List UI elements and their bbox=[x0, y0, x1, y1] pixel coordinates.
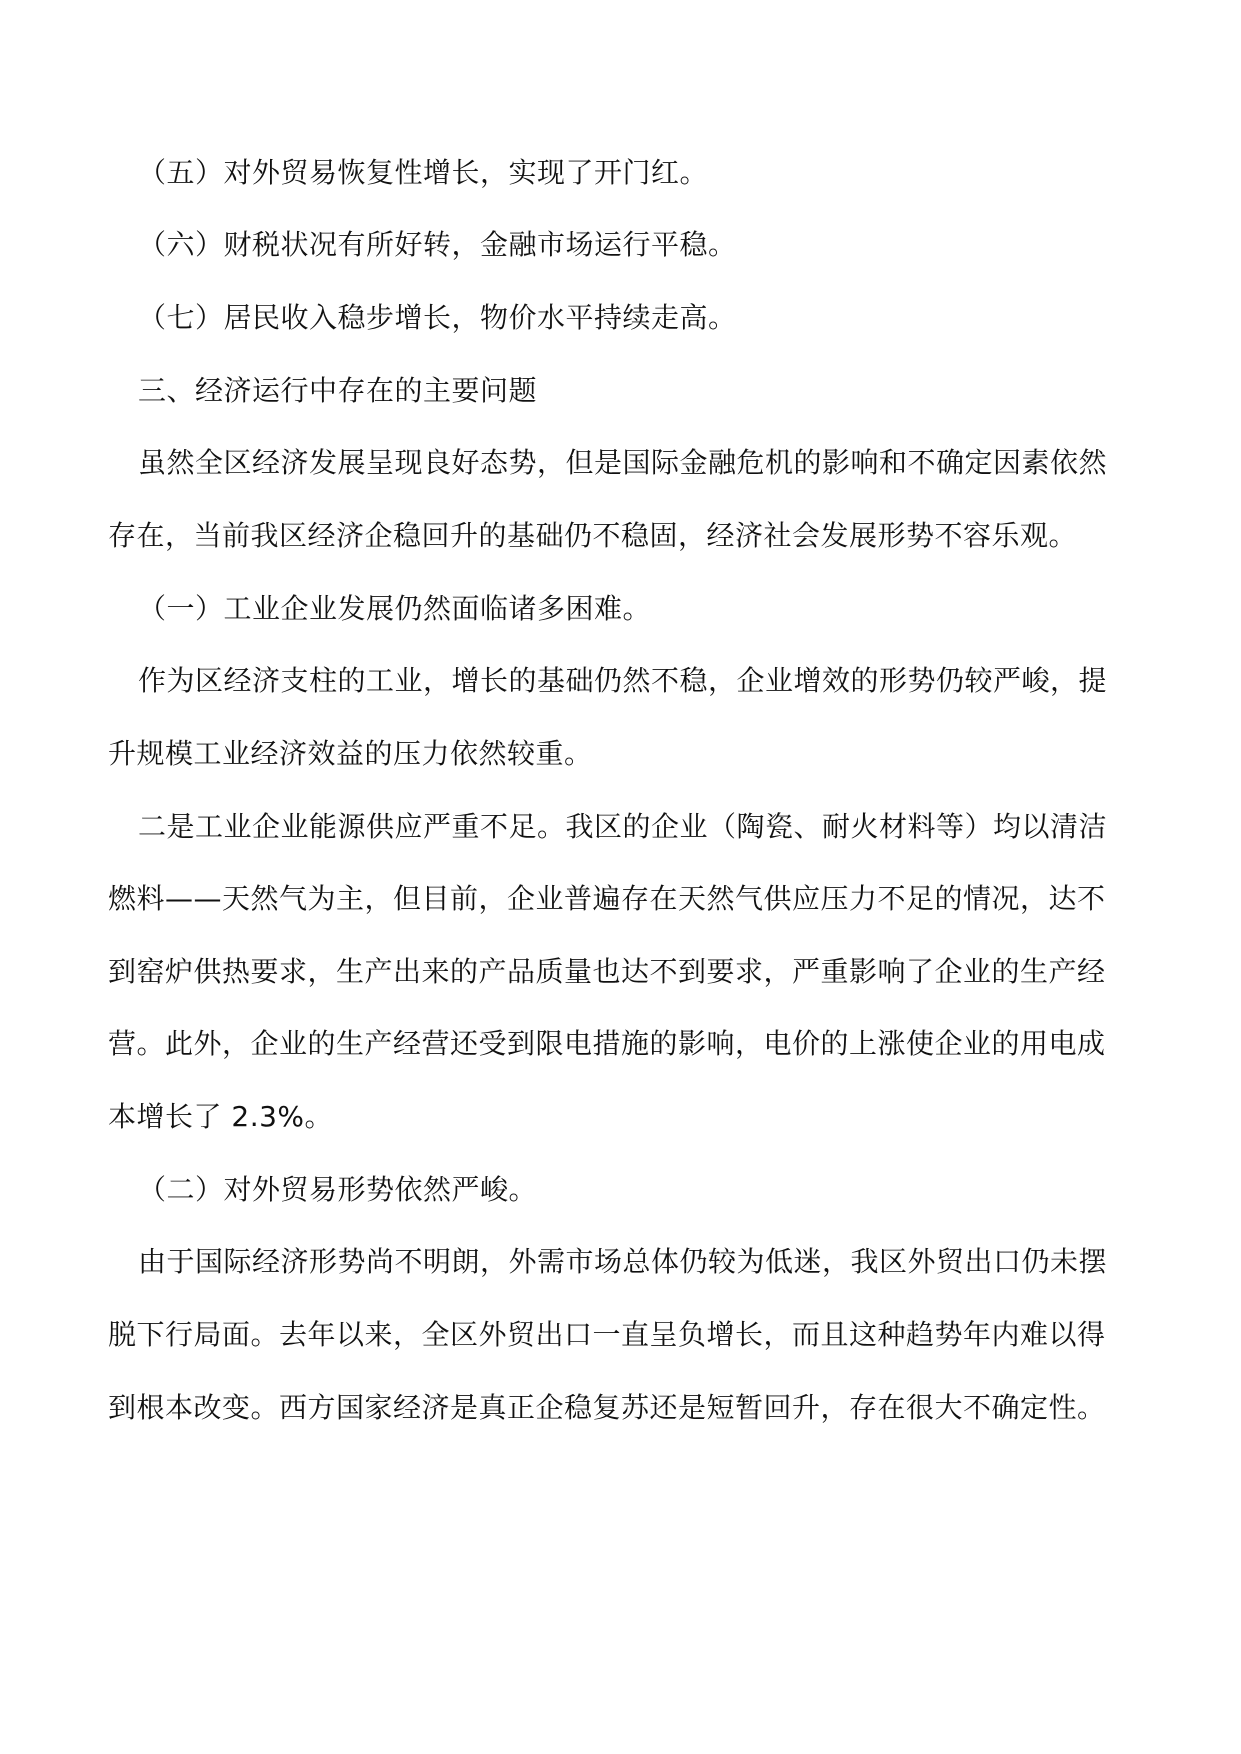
paragraph-line: 存在，当前我区经济企稳回升的基础仍不稳固，经济社会发展形势不容乐观。 bbox=[108, 519, 1078, 552]
list-item-6: （六）财税状况有所好转，金融市场运行平稳。 bbox=[138, 228, 737, 261]
paragraph-line: 营。此外，企业的生产经营还受到限电措施的影响，电价的上涨使企业的用电成 bbox=[108, 1027, 1106, 1060]
paragraph-line: 二是工业企业能源供应严重不足。我区的企业（陶瓷、耐火材料等）均以清洁 bbox=[138, 810, 1108, 843]
subheading-2: （二）对外贸易形势依然严峻。 bbox=[138, 1173, 538, 1206]
subheading-1: （一）工业企业发展仍然面临诸多困难。 bbox=[138, 592, 652, 625]
paragraph-line: 由于国际经济形势尚不明朗，外需市场总体仍较为低迷，我区外贸出口仍未摆 bbox=[138, 1245, 1108, 1278]
paragraph-line: 本增长了 2.3%。 bbox=[108, 1100, 334, 1133]
paragraph-line: 虽然全区经济发展呈现良好态势，但是国际金融危机的影响和不确定因素依然 bbox=[138, 446, 1108, 479]
section-heading: 三、经济运行中存在的主要问题 bbox=[138, 374, 538, 407]
list-item-7: （七）居民收入稳步增长，物价水平持续走高。 bbox=[138, 301, 737, 334]
paragraph-line: 作为区经济支柱的工业，增长的基础仍然不稳，企业增效的形势仍较严峻，提 bbox=[138, 664, 1108, 697]
paragraph-line: 升规模工业经济效益的压力依然较重。 bbox=[108, 737, 593, 770]
paragraph-line: 脱下行局面。去年以来，全区外贸出口一直呈负增长，而且这种趋势年内难以得 bbox=[108, 1318, 1106, 1351]
paragraph-line: 到窑炉供热要求，生产出来的产品质量也达不到要求，严重影响了企业的生产经 bbox=[108, 955, 1106, 988]
paragraph-line: 到根本改变。西方国家经济是真正企稳复苏还是短暂回升，存在很大不确定性。 bbox=[108, 1391, 1106, 1424]
paragraph-line: 燃料——天然气为主，但目前，企业普遍存在天然气供应压力不足的情况，达不 bbox=[108, 882, 1106, 915]
list-item-5: （五）对外贸易恢复性增长，实现了开门红。 bbox=[138, 156, 709, 189]
